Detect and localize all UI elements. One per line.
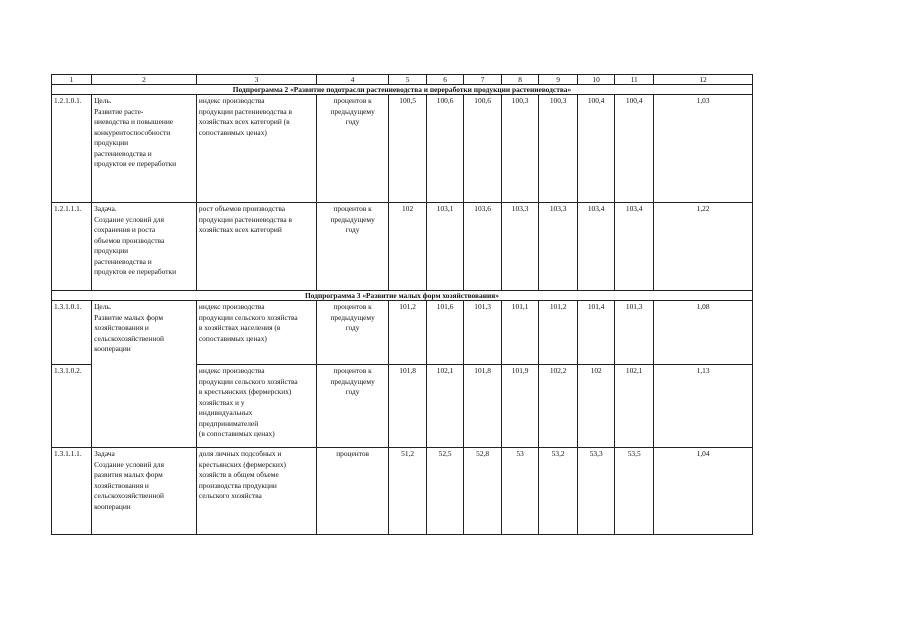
goal-task-name-line: продуктов ее переработки [94, 267, 177, 276]
table-row [52, 203, 753, 291]
goal-task-name-line: Развитие малых форм [94, 312, 164, 322]
year-value: 100,3 [539, 95, 578, 203]
year-value: 101,1 [502, 301, 539, 365]
indicator-name-line: хозяйствах всех категорий (в [198, 117, 290, 126]
indicator-name-line: хозяйствах всех категорий [198, 225, 282, 234]
year-value: 103,3 [539, 203, 578, 291]
year-value: 100,3 [502, 95, 539, 203]
indicator-name-line: предпринимателей [198, 418, 259, 428]
indicator-name [196, 301, 316, 365]
year-value: 103,1 [427, 203, 464, 291]
unit-of-measure-line: предыдущему [330, 312, 375, 322]
column-number-3: 3 [196, 75, 316, 85]
indicator-name-line: доля личных подсобных и [198, 449, 282, 458]
goal-task-name-line: растениеводства и [94, 148, 152, 158]
indicator-name-line: продукции сельского хозяйства [198, 376, 298, 386]
subprogram-2-header [52, 85, 753, 95]
goal-task-name-line: сохранения и роста [94, 225, 156, 234]
table-row [52, 301, 753, 365]
year-value: 102,1 [615, 365, 654, 448]
year-value: 53 [502, 448, 539, 535]
column-number-4: 4 [317, 75, 389, 85]
year-value: 101,3 [615, 301, 654, 365]
indicator-name-line: продукции растениеводства в [198, 106, 292, 116]
indicator-name-line: сопоставимых ценах) [198, 127, 267, 137]
unit-of-measure-line: году [345, 117, 360, 126]
indicator-name-line: крестьянских (фермерских) [198, 459, 287, 469]
unit-of-measure-line: году [345, 323, 360, 332]
goal-task-name-line: объемов производства [94, 235, 165, 245]
unit-of-measure [317, 301, 389, 365]
goal-task-name-line: продукции [94, 246, 129, 255]
year-value: 100,4 [615, 95, 654, 203]
indicator-name-line: (в сопоставимых ценах) [198, 429, 275, 438]
column-number-5: 5 [389, 75, 427, 85]
year-value: 101,9 [502, 365, 539, 448]
column-number-12: 12 [654, 75, 753, 85]
year-value: 102,2 [539, 365, 578, 448]
indicator-name-line: индекс производства [198, 302, 265, 311]
indicator-code: 1.3.1.1.1. [52, 448, 92, 535]
year-value: 52,5 [427, 448, 464, 535]
indicator-name-line: хозяйствах и у [198, 397, 245, 407]
column-number-6: 6 [427, 75, 464, 85]
unit-of-measure-line: процентов к [333, 302, 372, 311]
goal-task-name-line: Создание условий для [94, 214, 165, 224]
column-number-8: 8 [502, 75, 539, 85]
year-value: 102,1 [427, 365, 464, 448]
unit-of-measure-line: году [345, 387, 360, 396]
unit-of-measure [317, 95, 389, 203]
goal-task-name-line: сельскохозяйственной [94, 491, 164, 500]
goal-task-name-line: развития малых форм [94, 470, 163, 479]
year-value: 53,3 [578, 448, 615, 535]
indicator-name-line: сопоставимых ценах) [198, 333, 267, 343]
goal-task-name-line: сельскохозяйственной [94, 333, 164, 343]
goal-task-name-line: конкурентоспособности [94, 127, 171, 137]
indicator-name-line: в хозяйствах населения (в [198, 323, 281, 332]
indicator-code: 1.2.1.1.1. [52, 203, 92, 291]
column-number-1: 1 [52, 75, 92, 85]
goal-task-name-line: хозяйствования и [94, 480, 149, 490]
unit-of-measure-line: процентов [336, 449, 370, 458]
total-ratio-value: 1,08 [654, 301, 753, 365]
year-value: 52,8 [464, 448, 502, 535]
year-value: 100,5 [389, 95, 427, 203]
indicator-name [196, 365, 316, 448]
indicator-code: 1.3.1.0.2. [52, 365, 92, 448]
year-value: 53,2 [539, 448, 578, 535]
goal-task-name-line: ниеводства и повышение [94, 117, 174, 126]
indicator-name-line: продукции растениеводства в [198, 214, 292, 224]
indicator-name-line: индивидуальных [198, 408, 253, 417]
goal-task-name-line: Создание условий для [94, 459, 165, 469]
goal-task-name-line: Развитие расте- [94, 106, 144, 116]
total-ratio-value: 1,04 [654, 448, 753, 535]
indicator-name [196, 448, 316, 535]
subprogram-3-header-title: Подпрограмма 3 «Развитие малых форм хозяйствования» [52, 291, 753, 301]
year-value: 101,3 [464, 301, 502, 365]
goal-task-name [92, 448, 197, 535]
column-number-2: 2 [92, 75, 197, 85]
goal-task-name-line: Задача. [94, 204, 117, 213]
goal-task-name-line: Цель. [94, 96, 112, 105]
year-value: 51,2 [389, 448, 427, 535]
indicators-table [51, 74, 753, 535]
year-value: 101,4 [578, 301, 615, 365]
year-value: 103,6 [464, 203, 502, 291]
indicator-name-line: индекс производства [198, 96, 265, 105]
year-value: 103,4 [615, 203, 654, 291]
unit-of-measure [317, 203, 389, 291]
goal-task-name-line: растениеводства и [94, 256, 152, 266]
column-number-7: 7 [464, 75, 502, 85]
goal-task-name-line: Цель. [94, 302, 112, 311]
year-value: 100,6 [464, 95, 502, 203]
indicator-name [196, 95, 316, 203]
year-value: 101,8 [464, 365, 502, 448]
unit-of-measure [317, 365, 389, 448]
indicator-code: 1.3.1.0.1. [52, 301, 92, 365]
indicator-name [196, 203, 316, 291]
indicator-name-line: сельского хозяйства [198, 491, 262, 500]
goal-task-name-line: кооперации [94, 501, 131, 511]
table-body [52, 75, 753, 535]
unit-of-measure [317, 448, 389, 535]
subprogram-3-header [52, 291, 753, 301]
indicator-code: 1.2.1.0.1. [52, 95, 92, 203]
goal-task-name-line: хозяйствования и [94, 323, 149, 332]
indicator-name-line: в крестьянских (фермерских) [198, 387, 292, 396]
goal-task-name [92, 95, 197, 203]
unit-of-measure-line: предыдущему [330, 106, 375, 116]
unit-of-measure-line: процентов к [333, 366, 372, 375]
year-value: 53,5 [615, 448, 654, 535]
indicator-name-line: производства продукции [198, 480, 277, 490]
year-value: 100,6 [427, 95, 464, 203]
goal-task-name-line: Задача [94, 449, 115, 458]
total-ratio-value: 1,13 [654, 365, 753, 448]
unit-of-measure-line: предыдущему [330, 214, 375, 224]
unit-of-measure-line: предыдущему [330, 376, 375, 386]
year-value: 102 [389, 203, 427, 291]
subprogram-2-header-title: Подпрограмма 2 «Развитие подотрасли растениеводства и переработки продукции растениеводства» [52, 85, 753, 95]
goal-task-name [92, 203, 197, 291]
unit-of-measure-line: году [345, 225, 360, 234]
year-value: 101,2 [389, 301, 427, 365]
total-ratio-value: 1,03 [654, 95, 753, 203]
column-number-row [52, 75, 753, 85]
indicator-name-line: продукции сельского хозяйства [198, 312, 298, 322]
goal-task-name [92, 301, 197, 448]
unit-of-measure-line: процентов к [333, 204, 372, 213]
indicator-name-line: рост объемов производства [198, 204, 286, 213]
goal-task-name-line: продуктов ее переработки [94, 159, 177, 168]
goal-task-name-line: кооперации [94, 344, 131, 353]
unit-of-measure-line: процентов к [333, 96, 372, 105]
year-value: 101,6 [427, 301, 464, 365]
year-value: 101,8 [389, 365, 427, 448]
year-value: 100,4 [578, 95, 615, 203]
table-row [52, 448, 753, 535]
column-number-11: 11 [615, 75, 654, 85]
indicator-name-line: хозяйств в общем объеме [198, 470, 279, 479]
goal-task-name-line: продукции [94, 138, 129, 147]
year-value: 102 [578, 365, 615, 448]
total-ratio-value: 1,22 [654, 203, 753, 291]
indicator-name-line: индекс производства [198, 366, 265, 375]
year-value: 103,4 [578, 203, 615, 291]
table-row [52, 95, 753, 203]
column-number-9: 9 [539, 75, 578, 85]
year-value: 103,3 [502, 203, 539, 291]
year-value: 101,2 [539, 301, 578, 365]
column-number-10: 10 [578, 75, 615, 85]
